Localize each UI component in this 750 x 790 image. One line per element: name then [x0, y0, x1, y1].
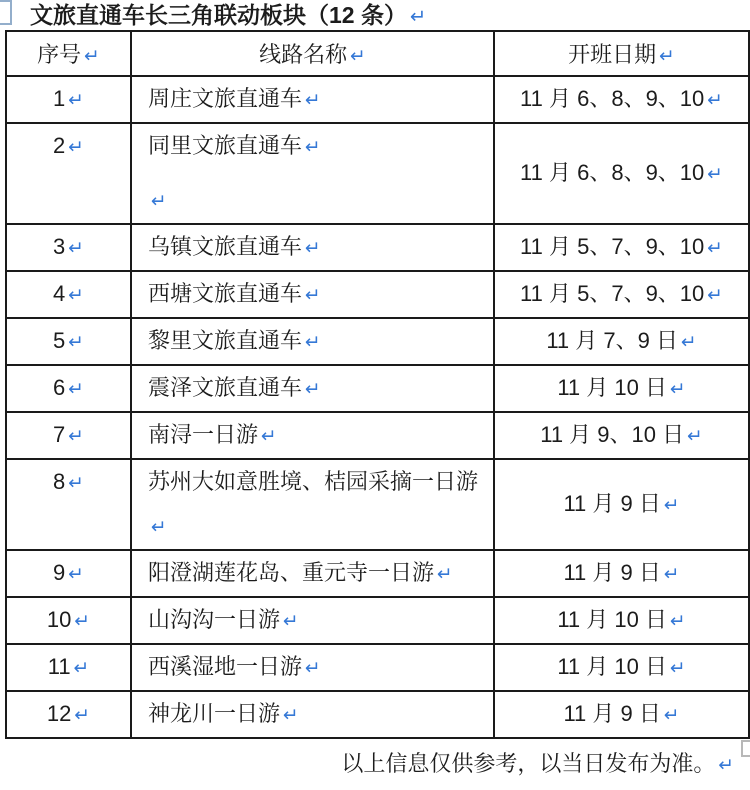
start-date-cell — [494, 123, 749, 224]
table-row — [6, 224, 749, 271]
table-row — [6, 271, 749, 318]
table-row — [6, 365, 749, 412]
paragraph-mark-icon: ↵ — [663, 563, 680, 584]
row-number: 8 — [53, 469, 66, 494]
paragraph-mark-icon: ↵ — [68, 563, 84, 584]
footer-note — [0, 750, 750, 779]
start-date-cell — [494, 691, 749, 738]
paragraph-mark-icon: ↵ — [350, 45, 366, 66]
row-number: 7 — [53, 422, 66, 447]
paragraph-mark-icon: ↵ — [707, 163, 723, 184]
start-date-cell — [494, 644, 749, 691]
row-number-cell — [6, 271, 131, 318]
row-number: 1 — [53, 86, 66, 111]
paragraph-mark-icon: ↵ — [718, 754, 734, 775]
page-title — [0, 0, 750, 30]
start-date: 11 月 6、8、9、10 — [520, 86, 705, 111]
row-number: 4 — [53, 281, 66, 306]
row-number-cell — [6, 76, 131, 123]
paragraph-mark-icon: ↵ — [669, 378, 686, 399]
route-name-cell — [131, 597, 494, 644]
start-date: 11 月 5、7、9、10 — [520, 234, 705, 259]
start-date-cell — [494, 318, 749, 365]
row-number-cell — [6, 691, 131, 738]
paragraph-mark-icon: ↵ — [707, 237, 723, 258]
paragraph-mark-icon: ↵ — [663, 494, 680, 515]
paragraph-mark-icon: ↵ — [68, 472, 84, 493]
start-date: 11 月 9 日 — [563, 491, 661, 516]
header-label: 序号 — [37, 42, 82, 67]
table-row — [6, 597, 749, 644]
start-date: 11 月 10 日 — [557, 607, 667, 632]
paragraph-mark-icon: ↵ — [437, 563, 453, 584]
table-row — [6, 691, 749, 738]
paragraph-mark-icon: ↵ — [305, 378, 321, 399]
start-date-cell — [494, 224, 749, 271]
start-date-cell — [494, 365, 749, 412]
start-date-cell — [494, 550, 749, 597]
paragraph-mark-icon: ↵ — [283, 610, 299, 631]
row-number: 6 — [53, 375, 66, 400]
table-row — [6, 123, 749, 224]
start-date-cell — [494, 412, 749, 459]
header-cell-start-date — [494, 31, 749, 76]
paragraph-mark-icon: ↵ — [305, 89, 321, 110]
paragraph-mark-icon: ↵ — [68, 89, 84, 110]
route-name-cell — [131, 412, 494, 459]
page-title-text: 文旅直通车长三角联动板块（12 条） — [30, 2, 407, 28]
row-number-cell — [6, 550, 131, 597]
route-name-cell — [131, 224, 494, 271]
start-date: 11 月 7、9 日 — [546, 328, 678, 353]
table-body — [6, 76, 749, 738]
paragraph-mark-icon: ↵ — [707, 89, 723, 110]
route-name: 苏州大如意胜境、桔园采摘一日游 — [148, 469, 479, 494]
start-date-cell — [494, 76, 749, 123]
row-number-cell — [6, 318, 131, 365]
route-name: 山沟沟一日游 — [148, 607, 281, 632]
start-date-cell — [494, 459, 749, 550]
object-anchor-box-small-icon — [741, 740, 750, 757]
header-label: 线路名称 — [259, 42, 348, 67]
paragraph-mark-icon: ↵ — [68, 331, 84, 352]
paragraph-mark-icon: ↵ — [687, 425, 703, 446]
route-name-cell — [131, 271, 494, 318]
row-number-cell — [6, 365, 131, 412]
start-date: 11 月 9、10 日 — [540, 422, 685, 447]
header-label: 开班日期 — [568, 42, 657, 67]
row-number-cell — [6, 412, 131, 459]
paragraph-mark-icon: ↵ — [84, 45, 100, 66]
route-name-cell — [131, 459, 494, 550]
route-name: 黎里文旅直通车 — [148, 328, 303, 353]
paragraph-mark-icon: ↵ — [305, 331, 321, 352]
paragraph-mark-icon: ↵ — [305, 284, 321, 305]
table-row — [6, 76, 749, 123]
row-number-cell — [6, 644, 131, 691]
route-name-cell — [131, 691, 494, 738]
route-name: 震泽文旅直通车 — [148, 375, 303, 400]
header-cell-route-name — [131, 31, 494, 76]
table-row — [6, 550, 749, 597]
route-schedule-table — [5, 30, 750, 739]
paragraph-mark-icon: ↵ — [68, 136, 84, 157]
footer-note-text: 以上信息仅供参考，以当日发布为准。 — [341, 751, 716, 776]
route-name: 乌镇文旅直通车 — [148, 234, 303, 259]
paragraph-mark-icon: ↵ — [73, 657, 90, 678]
table-row — [6, 412, 749, 459]
row-number: 10 — [46, 607, 72, 632]
paragraph-mark-icon: ↵ — [283, 704, 299, 725]
route-name: 西塘文旅直通车 — [148, 281, 303, 306]
route-name-cell — [131, 76, 494, 123]
route-name: 周庄文旅直通车 — [148, 86, 303, 111]
table-row — [6, 318, 749, 365]
route-name-cell — [131, 123, 494, 224]
paragraph-mark-icon: ↵ — [305, 657, 321, 678]
paragraph-mark-icon: ↵ — [68, 378, 84, 399]
paragraph-mark-icon: ↵ — [74, 610, 91, 631]
row-number: 3 — [53, 234, 66, 259]
paragraph-mark-icon: ↵ — [74, 704, 91, 725]
row-number: 2 — [53, 133, 66, 158]
route-name-cell — [131, 644, 494, 691]
route-name: 阳澄湖莲花岛、重元寺一日游 — [148, 560, 435, 585]
table-row — [6, 459, 749, 550]
object-anchor-box-icon — [0, 0, 12, 25]
route-name-cell — [131, 318, 494, 365]
start-date-cell — [494, 271, 749, 318]
start-date: 11 月 5、7、9、10 — [520, 281, 705, 306]
row-number-cell — [6, 123, 131, 224]
empty-paragraph — [148, 178, 483, 223]
table-header-row — [6, 31, 749, 76]
paragraph-mark-icon: ↵ — [707, 284, 723, 305]
row-number: 12 — [46, 701, 72, 726]
paragraph-mark-icon: ↵ — [659, 45, 675, 66]
start-date: 11 月 9 日 — [563, 701, 661, 726]
paragraph-mark-icon: ↵ — [261, 425, 277, 446]
route-name-cell — [131, 365, 494, 412]
start-date: 11 月 10 日 — [557, 654, 667, 679]
paragraph-mark-icon: ↵ — [68, 425, 84, 446]
route-name: 南浔一日游 — [148, 422, 259, 447]
route-name: 同里文旅直通车 — [148, 133, 303, 158]
paragraph-mark-icon: ↵ — [409, 6, 427, 28]
paragraph-mark-icon: ↵ — [305, 237, 321, 258]
route-name: 西溪湿地一日游 — [148, 654, 303, 679]
row-number-cell — [6, 224, 131, 271]
start-date: 11 月 6、8、9、10 — [520, 160, 705, 185]
row-number: 9 — [53, 560, 66, 585]
route-name: 神龙川一日游 — [148, 701, 281, 726]
start-date-cell — [494, 597, 749, 644]
row-number: 11 — [47, 654, 71, 679]
paragraph-mark-icon: ↵ — [669, 610, 686, 631]
table-row — [6, 644, 749, 691]
row-number-cell — [6, 459, 131, 550]
row-number: 5 — [53, 328, 66, 353]
paragraph-mark-icon: ↵ — [663, 704, 680, 725]
header-cell-number — [6, 31, 131, 76]
route-name-cell — [131, 550, 494, 597]
paragraph-mark-icon: ↵ — [669, 657, 686, 678]
start-date: 11 月 9 日 — [563, 560, 661, 585]
paragraph-mark-icon: ↵ — [151, 190, 167, 211]
paragraph-mark-icon: ↵ — [68, 284, 84, 305]
paragraph-mark-icon: ↵ — [151, 516, 167, 537]
start-date: 11 月 10 日 — [557, 375, 667, 400]
paragraph-mark-icon: ↵ — [680, 331, 697, 352]
paragraph-mark-icon: ↵ — [68, 237, 84, 258]
paragraph-mark-icon: ↵ — [305, 136, 321, 157]
row-number-cell — [6, 597, 131, 644]
